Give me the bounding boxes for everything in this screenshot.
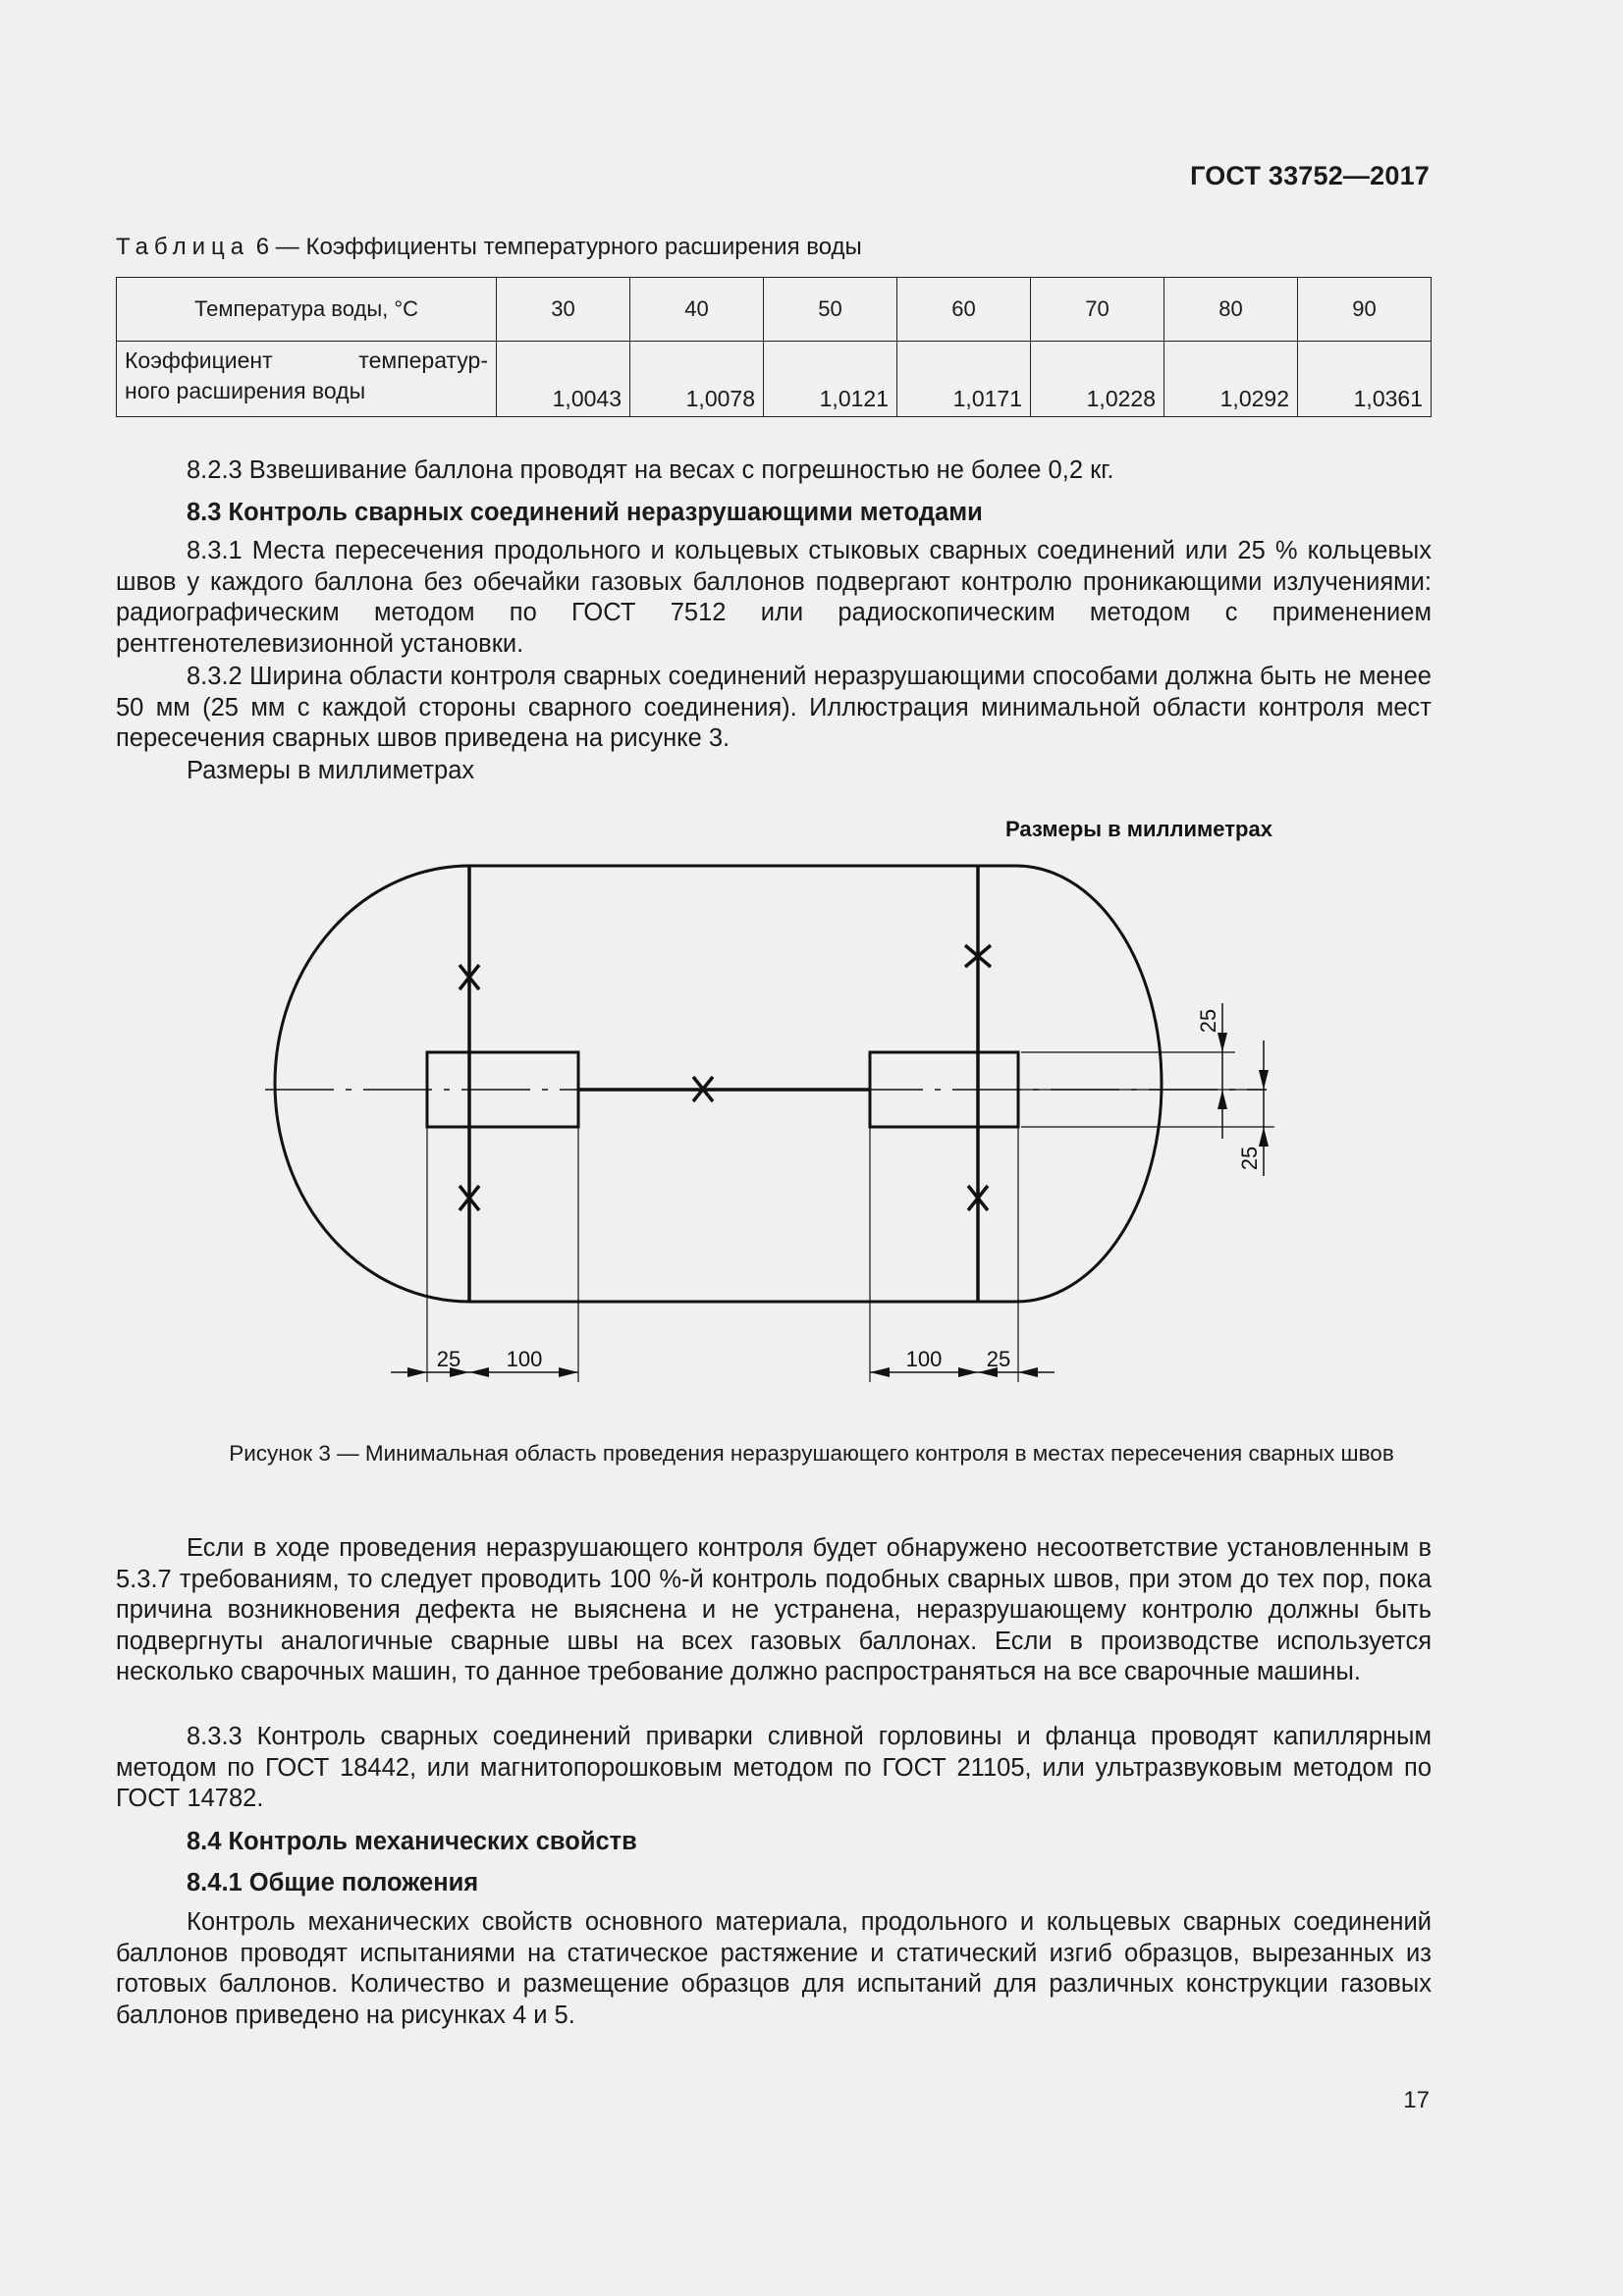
arrowhead (1259, 1127, 1269, 1147)
table-cell: 50 (764, 278, 897, 342)
heading-8-4: 8.4 Контроль механических свойств (187, 1828, 637, 1855)
table-caption-title: 6 — Коэффициенты температурного расширения воды (249, 234, 862, 260)
table-cell: 1,0361 (1298, 342, 1432, 417)
table-cell: 40 (630, 278, 764, 342)
table-header-temperature: Температура воды, °С (117, 278, 497, 342)
table-cell: 1,0228 (1031, 342, 1164, 417)
table-cell: 70 (1031, 278, 1164, 342)
table-cell: 1,0292 (1164, 342, 1298, 417)
dim-label-25-right: 25 (986, 1347, 1011, 1371)
dimension-arrowheads (407, 1033, 1269, 1377)
dim-label-25-upper: 25 (1196, 1008, 1220, 1034)
dim-label-100-right: 100 (905, 1347, 943, 1371)
heading-8-3: 8.3 Контроль сварных соединений неразрушающими методами (187, 499, 983, 526)
arrowhead (469, 1367, 489, 1377)
arrowhead (870, 1367, 890, 1377)
table-cell: 1,0043 (497, 342, 630, 417)
table-cell: 90 (1298, 278, 1432, 342)
paragraph-8-3-2-text: 8.3.2 Ширина области контроля сварных соединений неразрушающими способами должна быть не менее 50 мм (25 мм с каждой стороны сварного соединения). Иллюстрация минимальной области контроля мест пересечения сварных швов приведена на рисунке 3. (116, 663, 1432, 752)
arrowhead (407, 1367, 427, 1377)
arrowhead (1217, 1090, 1227, 1109)
paragraph-8-4-1-text: Контроль механических свойств основного материала, продольного и кольцевых сварных соединений баллонов проводят испытаниями на статическое растяжение и статический изгиб образцов, вырезанных из готовых баллонов. Количество и размещение образцов для испытаний для различных конструкции газовых баллонов приведено на рисунках 4 и 5. (116, 1908, 1432, 2029)
table-cell: 1,0078 (630, 342, 764, 417)
arrowhead (958, 1367, 978, 1377)
document-code: ГОСТ 33752—2017 (1190, 161, 1430, 190)
paragraph-8-3-1-text: 8.3.1 Места пересечения продольного и кольцевых стыковых сварных соединений или 25 % кольцевых швов у каждого баллона без обечайки газовых баллонов подвергают контролю проникающими излучениями: радиографическим методом по ГОСТ 7512 или радиоскопическим методом с применением рентгенотелевизионной установки. (116, 537, 1432, 658)
paragraph-8-2-3: 8.2.3 Взвешивание баллона проводят на весах с погрешностью не более 0,2 кг. (187, 456, 1114, 484)
dim-label-25-lower: 25 (1237, 1146, 1262, 1171)
paragraph-8-3-3 (116, 1722, 1432, 1815)
table-cell: 60 (897, 278, 1031, 342)
paragraph-nonconformity-text: Если в ходе проведения неразрушающего контроля будет обнаружено несоответствие установленным в 5.3.7 требованиям, то следует проводить 100 %-й контроль подобных сварных швов, при этом до тех пор, пока причина возникновения дефекта не выяснена и не устранена, неразрушающему контролю должны быть подвергнуты аналогичные сварные швы на всех газовых баллонах. Если в производстве используется несколько сварочных машин, то данное требование должно распространяться на все сварочные машины. (116, 1534, 1432, 1685)
paragraph-8-3-3-text: 8.3.3 Контроль сварных соединений приварки сливной горловины и фланца проводят капиллярным методом по ГОСТ 18442, или магнитопорошковым методом по ГОСТ 21105, или ультразвуковым методом по ГОСТ 14782. (116, 1723, 1432, 1812)
tank-outline (275, 866, 1162, 1302)
coefficient-label-line2: ного расширения воды (125, 378, 366, 403)
paragraph-8-4-1 (116, 1907, 1432, 2031)
table-caption-prefix: Таблица (116, 234, 250, 260)
arrowhead (1259, 1070, 1269, 1090)
figure-caption: Рисунок 3 — Минимальная область проведения неразрушающего контроля в местах пересечения сварных швов (229, 1441, 1394, 1466)
table-cell: 1,0121 (764, 342, 897, 417)
heading-8-4-1: 8.4.1 Общие положения (187, 1869, 479, 1896)
weld-x-marks (460, 945, 991, 1210)
table-cell: 1,0171 (897, 342, 1031, 417)
dimensions-note: Размеры в миллиметрах (187, 757, 475, 784)
dim-label-100-left: 100 (506, 1347, 543, 1371)
arrowhead (1217, 1033, 1227, 1052)
table-cell: 30 (497, 278, 630, 342)
arrowhead (559, 1367, 578, 1377)
dim-label-25-left: 25 (436, 1347, 461, 1371)
paragraph-nonconformity (116, 1533, 1432, 1688)
page-number: 17 (1403, 2087, 1430, 2113)
table-cell: 80 (1164, 278, 1298, 342)
coefficient-label-line1: Коэффициент температур- (125, 347, 488, 373)
figure-dimensions-label: Размеры в миллиметрах (1005, 817, 1272, 841)
arrowhead (1018, 1367, 1038, 1377)
